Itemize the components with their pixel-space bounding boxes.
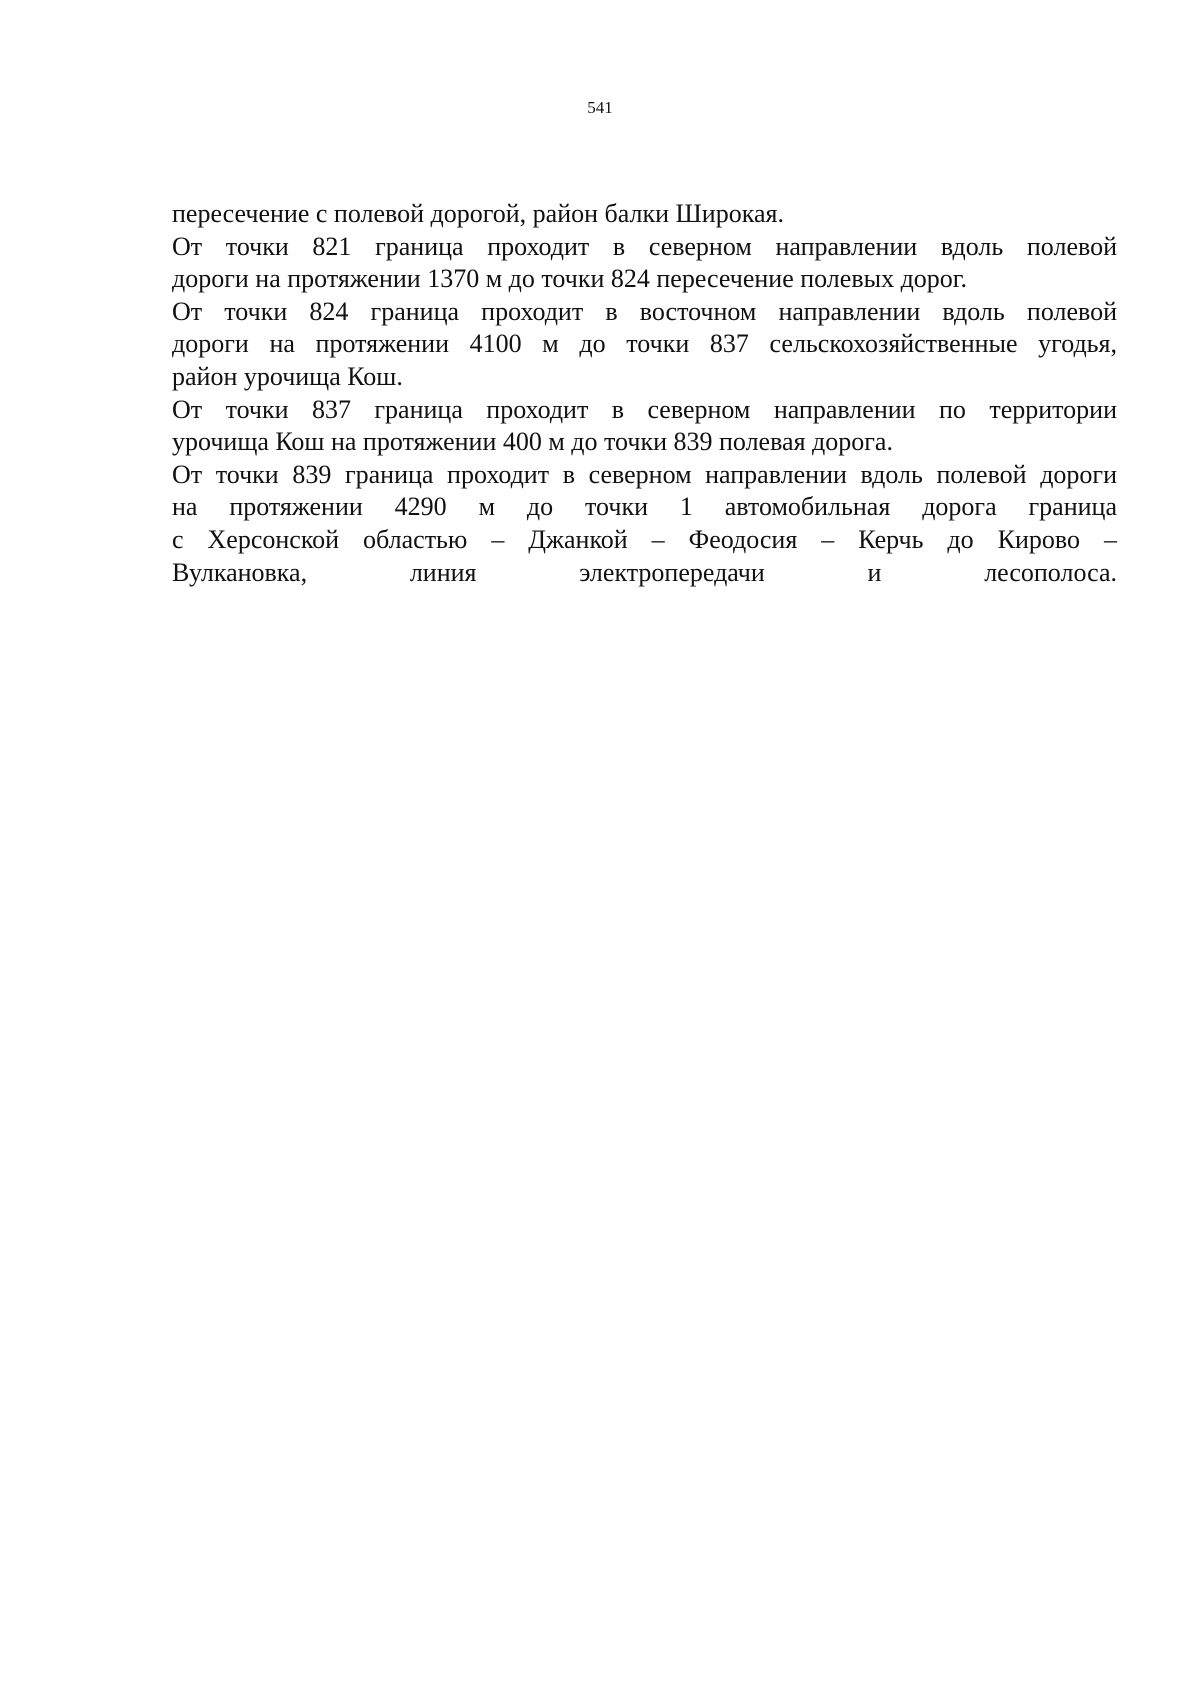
text-line: район урочища Кош.	[172, 361, 403, 391]
text-line: дороги на протяжении 1370 м до точки 824 пересечение полевых дорог.	[172, 264, 968, 294]
page-number: 541	[587, 98, 613, 117]
text-line: От точки 824 граница проходит в восточном направлении вдоль полевой	[172, 296, 1117, 326]
text-line: дороги на протяжении 4100 м до точки 837 сельскохозяйственные угодья,	[172, 329, 1117, 359]
text-line: пересечение с полевой дорогой, район балки Широкая.	[172, 199, 784, 228]
document-body	[172, 198, 1117, 589]
paragraph-1	[172, 198, 1117, 231]
text-line: урочища Кош на протяжении 400 м до точки 839 полевая дорога.	[172, 427, 893, 457]
text-line: От точки 837 граница проходит в северном направлении по территории	[172, 394, 1117, 424]
text-line: От точки 839 граница проходит в северном направлении вдоль полевой дороги	[172, 459, 1117, 489]
paragraph-5	[172, 459, 1117, 589]
paragraph-3	[172, 296, 1117, 394]
text-line: на протяжении 4290 м до точки 1 автомобильная дорога граница	[172, 492, 1117, 522]
text-line: От точки 821 граница проходит в северном направлении вдоль полевой	[172, 231, 1117, 261]
paragraph-2	[172, 231, 1117, 296]
text-line: Вулкановка, линия электропередачи и лесополоса.	[172, 557, 1117, 587]
paragraph-4	[172, 394, 1117, 459]
text-line: с Херсонской областью – Джанкой – Феодосия – Керчь до Кирово –	[172, 524, 1117, 554]
